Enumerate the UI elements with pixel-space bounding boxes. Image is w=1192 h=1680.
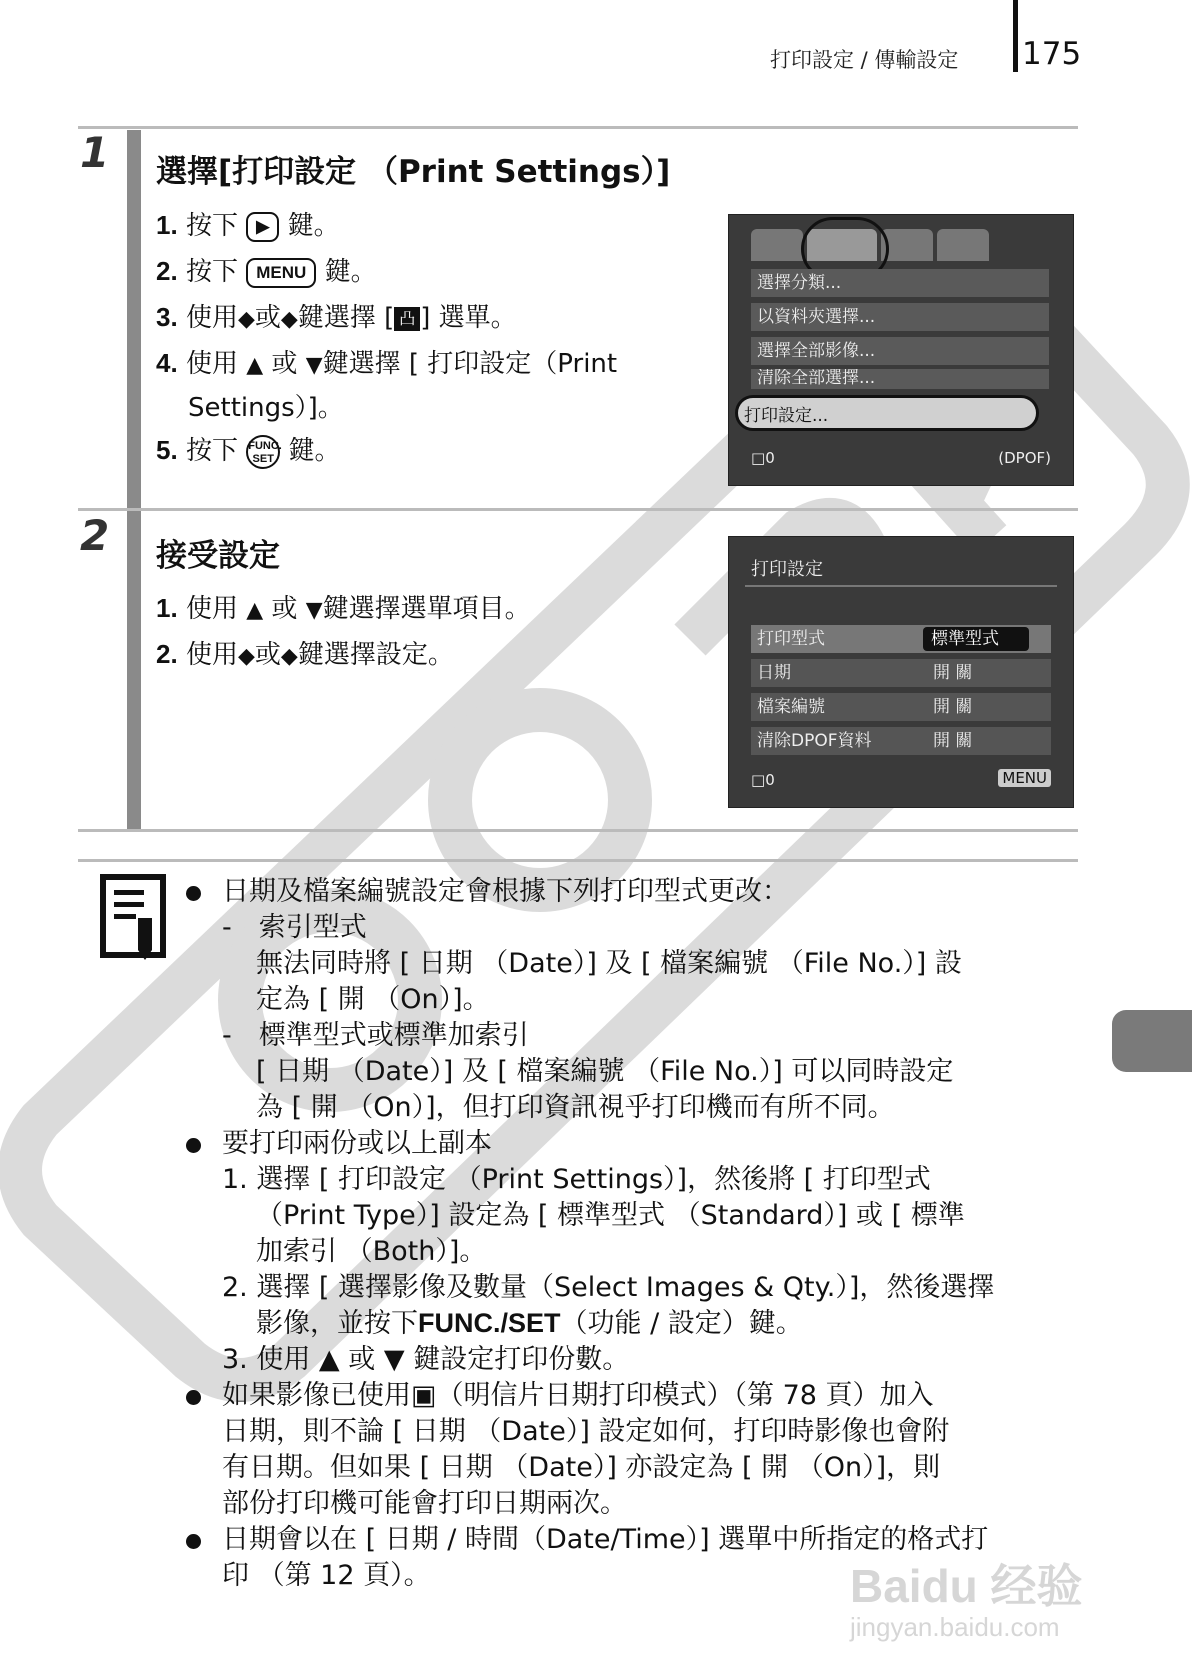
note-sub-index: - 索引型式 <box>222 912 367 943</box>
menu-key-icon: MENU <box>246 258 316 288</box>
note-text: 影像，並按下FUNC./SET（功能 / 設定）鍵。 <box>256 1308 803 1339</box>
note-step: 2. 選擇 [ 選擇影像及數量（Select Images & Qty.）]，然後選擇 <box>222 1272 995 1303</box>
note-icon <box>100 874 166 960</box>
step2-number: 2 <box>80 511 110 560</box>
left-arrow-icon: ◆ <box>237 644 255 669</box>
right-arrow-icon: ◆ <box>280 644 298 669</box>
note-text: 日期，則不論 [ 日期 （Date）] 設定如何，打印時影像也會附 <box>222 1416 950 1447</box>
screen-title-rule <box>745 585 1057 587</box>
down-arrow-icon: ▼ <box>305 598 323 623</box>
up-arrow-icon: ▲ <box>246 598 264 623</box>
note-rule <box>78 859 1078 862</box>
menu-item-selected: 打印設定... <box>735 395 1039 431</box>
bullet <box>186 1534 201 1549</box>
menu-item: 選擇分類... <box>751 269 1049 297</box>
step1-item-3: 3. 使用◆或◆鍵選擇 [ 凸 ] 選單。 <box>156 302 517 333</box>
right-arrow-icon: ◆ <box>280 307 298 332</box>
note-text: 加索引 （Both）]。 <box>256 1236 487 1267</box>
note-bullet-2: 要打印兩份或以上副本 <box>222 1128 492 1159</box>
note-bullet-3: 如果影像已使用▣（明信片日期打印模式）（第 78 頁）加入 <box>222 1380 934 1411</box>
menu-item: 選擇全部影像... <box>751 337 1049 365</box>
bullet <box>186 1138 201 1153</box>
setting-row-date: 日期 開 關 <box>751 659 1051 687</box>
camera-print-menu-screen <box>728 214 1074 486</box>
step1-item-4-cont: Settings）]。 <box>188 393 344 423</box>
note-sub-standard: - 標準型式或標準加索引 <box>222 1020 529 1051</box>
print-menu-icon: 凸 <box>394 307 420 331</box>
section-header: 打印設定 / 傳輸設定 <box>770 48 959 72</box>
playback-key-icon: ▶ <box>246 212 279 242</box>
menu-item: 清除全部選擇... <box>751 369 1049 389</box>
down-arrow-icon: ▼ <box>305 353 323 378</box>
setting-row-print-type: 打印型式 標準型式 <box>751 625 1051 653</box>
chapter-tab <box>1112 1010 1192 1072</box>
tab-my-camera <box>937 229 989 261</box>
note-text: [ 日期 （Date）] 及 [ 檔案編號 （File No.）] 可以同時設定 <box>256 1056 954 1087</box>
baidu-url: jingyan.baidu.com <box>850 1612 1060 1642</box>
step1-item-5: 5. 按下 FUNC. SET 鍵。 <box>156 430 341 469</box>
note-text: 部份打印機可能會打印日期兩次。 <box>222 1488 627 1519</box>
bottom-rule <box>78 829 1078 832</box>
step1-item-2: 2. 按下 MENU 鍵。 <box>156 256 377 287</box>
note-step: 1. 選擇 [ 打印設定 （Print Settings）]，然後將 [ 打印型式 <box>222 1164 931 1195</box>
screen-title: 打印設定 <box>751 559 823 580</box>
note-text: 印 （第 12 頁）。 <box>222 1560 431 1591</box>
top-rule <box>78 126 1078 129</box>
func-set-key-icon: FUNC. SET <box>246 435 280 469</box>
bullet <box>186 1390 201 1405</box>
screen-footer-count: □0 <box>751 449 775 467</box>
step1-bar <box>127 130 141 508</box>
tab-playback <box>751 229 803 261</box>
bullet <box>186 886 201 901</box>
step-divider <box>78 508 1078 511</box>
screen-footer-count: □0 <box>751 771 775 789</box>
page-number: 175 <box>1022 36 1082 72</box>
step2-bar <box>127 511 141 829</box>
header-divider <box>1013 0 1018 72</box>
step1-item-4: 4. 使用 ▲ 或 ▼鍵選擇 [ 打印設定（Print <box>156 348 618 379</box>
note-text: 無法同時將 [ 日期 （Date）] 及 [ 檔案編號 （File No.）] 設 <box>256 948 962 979</box>
note-text: （Print Type）] 設定為 [ 標準型式 （Standard）] 或 [ 標準 <box>256 1200 965 1231</box>
note-step: 3. 使用 ▲ 或 ▼ 鍵設定打印份數。 <box>222 1344 630 1375</box>
setting-row-file-no: 檔案編號 開 關 <box>751 693 1051 721</box>
menu-item: 以資料夾選擇... <box>751 303 1049 331</box>
left-arrow-icon: ◆ <box>237 307 255 332</box>
baidu-logo: Baidu 经验 <box>850 1560 1083 1612</box>
step1-number: 1 <box>80 128 110 177</box>
note-text: 有日期。但如果 [ 日期 （Date）] 亦設定為 [ 開 （On）]，則 <box>222 1452 941 1483</box>
step2-item-1: 1. 使用 ▲ 或 ▼鍵選擇選單項目。 <box>156 593 531 624</box>
setting-row-clear-dpof: 清除DPOF資料 開 關 <box>751 727 1051 755</box>
step1-title: 選擇[打印設定 （Print Settings）] <box>156 154 671 190</box>
note-bullet-4: 日期會以在 [ 日期 / 時間（Date/Time）] 選單中所指定的格式打 <box>222 1524 989 1555</box>
note-text: 定為 [ 開 （On）]。 <box>256 984 490 1015</box>
camera-print-settings-screen <box>728 536 1074 808</box>
screen-footer-dpof: (DPOF) <box>998 449 1051 467</box>
step2-title: 接受設定 <box>156 538 280 574</box>
screen-footer-menu: MENU <box>998 769 1051 787</box>
up-arrow-icon: ▲ <box>246 353 264 378</box>
print-type-value: 標準型式 <box>923 627 1029 651</box>
step2-item-2: 2. 使用◆或◆鍵選擇設定。 <box>156 639 454 670</box>
note-text: 為 [ 開 （On）]，但打印資訊視乎打印機而有所不同。 <box>256 1092 895 1123</box>
step1-item-1: 1. 按下 ▶ 鍵。 <box>156 210 340 241</box>
note-bullet-1: 日期及檔案編號設定會根據下列打印型式更改： <box>222 876 789 907</box>
